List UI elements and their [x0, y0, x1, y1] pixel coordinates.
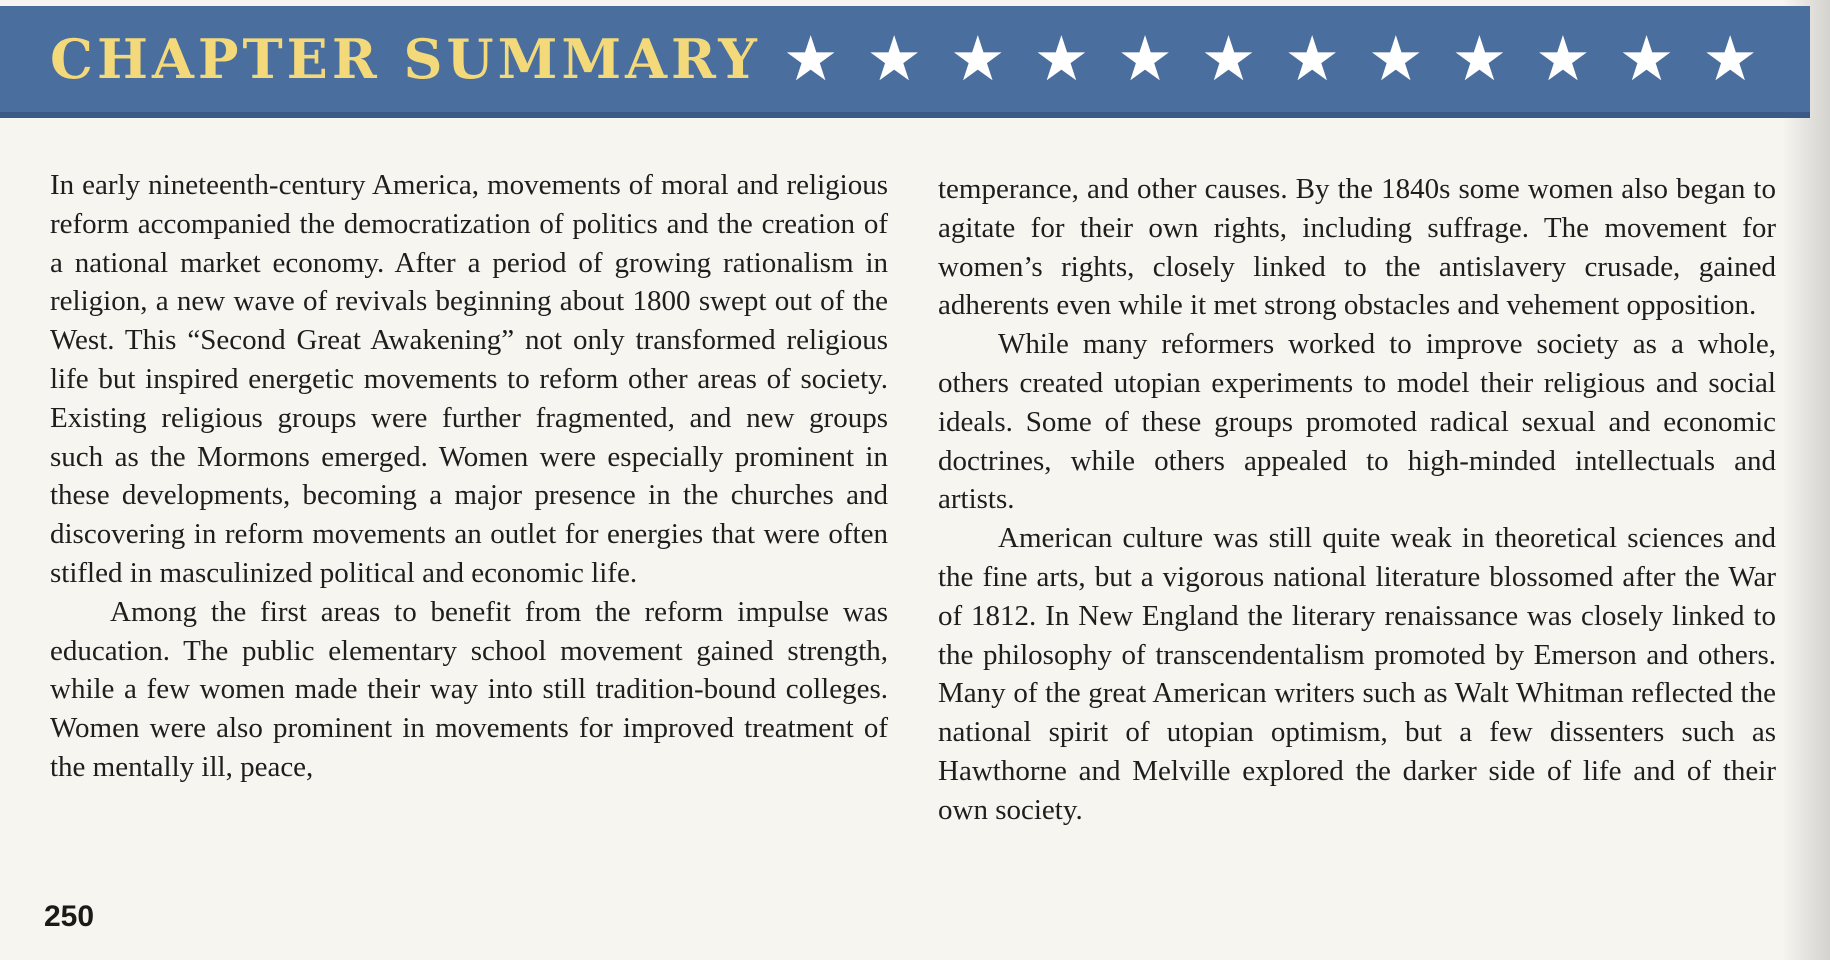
star-icon: ★ [782, 22, 839, 95]
paragraph: temperance, and other causes. By the 1840s some women also began to agitate for their own rights, including suffrage. The movement for women’s rights, closely linked to the antislavery crusade, gained adherents even while it met strong obstacles and vehement opposition. [938, 173, 1776, 322]
star-icon: ★ [866, 22, 923, 95]
star-icon: ★ [1117, 22, 1173, 95]
star-icon: ★ [1618, 22, 1675, 95]
paragraph: American culture was still quite weak in theoretical sciences and the fine arts, but a vigorous national literature blossomed after the War of 1812. In New England the literary renaissance was closely linked to the philosophy of transcendentalism promoted by Emerson and others. Many of the great American writers such as Walt Whitman reflected the national spirit of utopian optimism, but a few dissenters such as Hawthorne and Melville explored the darker side of life and of their own society. [938, 522, 1776, 826]
left-text-column [50, 166, 888, 787]
banner-stars [782, 22, 1758, 95]
paragraph: In early nineteenth-century America, movements of moral and religious reform accompanied the democratization of politics and the creation of a national market economy. After a period of growing rationalism in religion, a new wave of revivals beginning about 1800 swept out of the West. This “Second Great Awakening” not only transformed religious life but inspired energetic movements to reform other areas of society. Existing religious groups were further fragmented, and new groups such as the Mormons emerged. Women were especially prominent in these developments, becoming a major presence in the churches and discovering in reform movements an outlet for energies that were often stifled in masculinized political and economic life. [50, 169, 888, 589]
star-icon: ★ [1451, 22, 1508, 95]
chapter-summary-banner [0, 6, 1810, 118]
paragraph: While many reformers worked to improve society as a whole, others created utopian experiments to model their religious and social ideals. Some of these groups promoted radical sexual and economic doctrines, while others appealed to high-minded intellectuals and artists. [938, 328, 1776, 516]
star-icon: ★ [1702, 22, 1758, 95]
page-edge-shadow [1782, 0, 1830, 960]
banner-title: CHAPTER SUMMARY [50, 27, 761, 91]
star-icon: ★ [1200, 22, 1257, 95]
star-icon: ★ [1284, 22, 1340, 95]
star-icon: ★ [1033, 22, 1090, 95]
star-icon: ★ [1535, 22, 1591, 95]
right-text-column [938, 170, 1776, 830]
star-icon: ★ [950, 22, 1006, 95]
page-number: 250 [44, 900, 95, 933]
paragraph: Among the first areas to benefit from the reform impulse was education. The public elementary school movement gained strength, while a few women made their way into still tradition-bound colleges. Women were also prominent in movements for improved treatment of the mentally ill, peace, [50, 595, 888, 783]
star-icon: ★ [1367, 22, 1424, 95]
